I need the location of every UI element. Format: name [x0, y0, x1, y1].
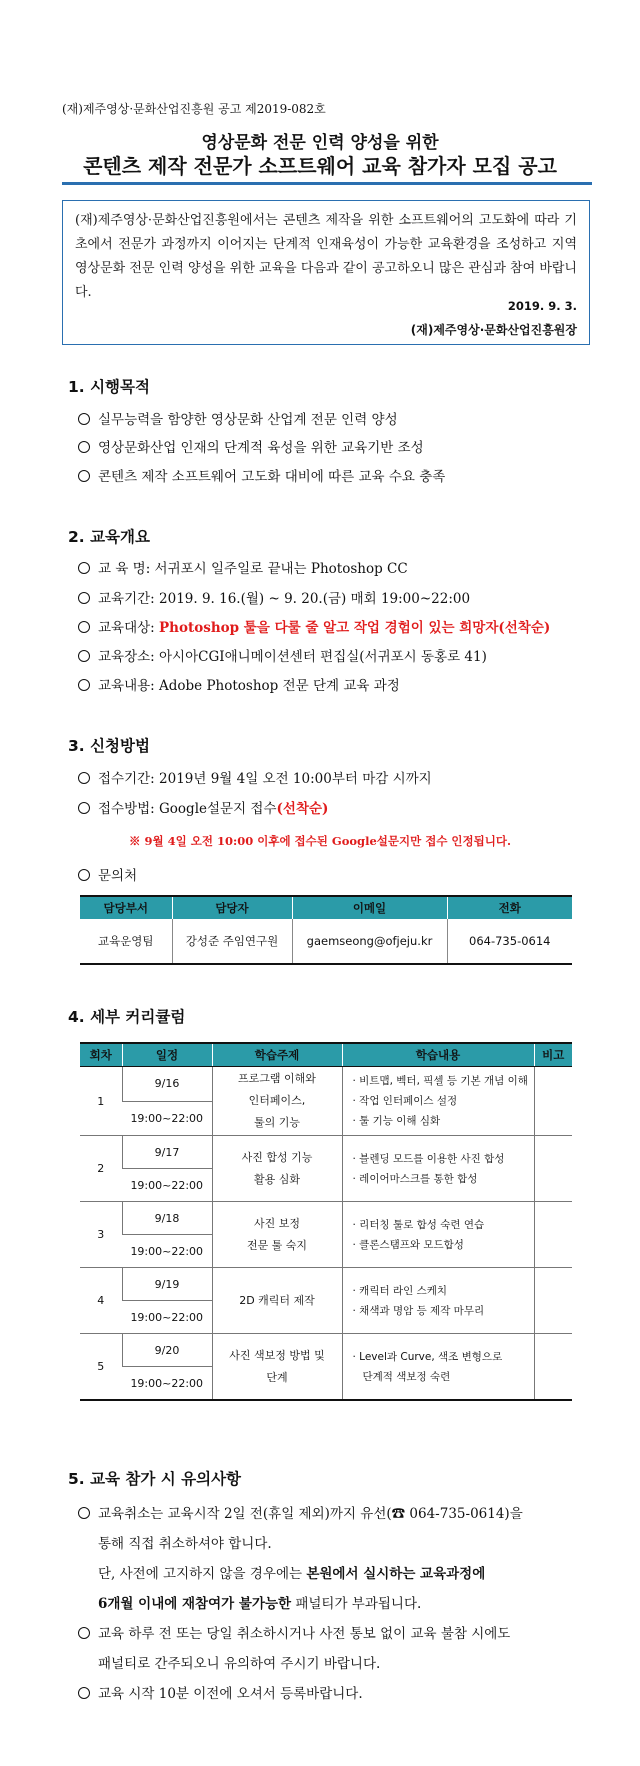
intro-org: (재)제주영상·문화산업진흥원장	[410, 323, 577, 337]
circle-bullet-icon	[78, 441, 90, 453]
circle-bullet-icon	[78, 1627, 90, 1639]
session-time: 19:00~22:00	[130, 1111, 204, 1125]
curriculum-header-content: 학습내용	[342, 1043, 534, 1067]
session-note	[534, 1067, 572, 1136]
circle-bullet-icon	[78, 621, 90, 633]
curriculum-table	[80, 1042, 572, 1401]
notice-item-3: 교육 시작 10분 이전에 오셔서 등록바랍니다.	[78, 1682, 363, 1702]
circle-bullet-icon	[78, 869, 90, 881]
session-content: · 블렌딩 모드를 이용한 사진 합성 · 레이어마스크를 통한 합성	[342, 1136, 534, 1202]
section1-heading: 1. 시행목적	[68, 378, 150, 396]
session-time: 19:00~22:00	[130, 1244, 204, 1258]
session-subject: 사진 합성 기능 활용 심화	[212, 1136, 342, 1202]
circle-bullet-icon	[78, 650, 90, 662]
session-no: 3	[80, 1202, 122, 1268]
contact-email[interactable]: gaemseong@ofjeju.kr	[292, 919, 447, 964]
circle-bullet-icon	[78, 413, 90, 425]
session-note	[534, 1268, 572, 1334]
session-no: 5	[80, 1334, 122, 1401]
edu-period: 교육기간: 2019. 9. 16.(월) ~ 9. 20.(금) 매회 19:00~22:00	[78, 587, 470, 607]
contact-label: 문의처	[78, 864, 137, 884]
session-no: 1	[97, 1094, 105, 1108]
curriculum-header-subject: 학습주제	[212, 1043, 342, 1067]
table-row	[80, 1067, 572, 1102]
contact-header-email: 이메일	[292, 896, 447, 919]
section1-item: 실무능력을 함양한 영상문화 산업계 전문 인력 양성	[78, 408, 398, 428]
session-content: · Level과 Curve, 색조 변형으로 단계적 색보정 숙련	[342, 1334, 534, 1401]
apply-period: 접수기간: 2019년 9월 4일 오전 10:00부터 마감 시까지	[78, 767, 432, 787]
intro-date: 2019. 9. 3.	[507, 299, 577, 313]
section3-heading: 3. 신청방법	[68, 737, 150, 755]
title-line-2: 콘텐츠 제작 전문가 소프트웨어 교육 참가자 모집 공고	[83, 154, 557, 178]
intro-text: (재)제주영상·문화산업진흥원에서는 콘텐츠 제작을 위한 소프트웨어의 고도화에 따라 기초에서 전문가 과정까지 이어지는 단계적 인재육성이 가능한 교육환경을 조성하고 지역 영상문화 전문 인력 양성을 위한 교육을 다음과 같이 공고하오니 많은 관심과 참여 바랍니다.	[75, 213, 577, 300]
notice-item-1-cont: 통해 직접 취소하셔야 합니다.	[98, 1536, 272, 1552]
notice-number: (재)제주영상·문화산업진흥원 공고 제2019-082호	[62, 102, 326, 116]
curriculum-header-note: 비고	[534, 1043, 572, 1067]
session-date: 9/17	[122, 1136, 212, 1169]
section1-item: 영상문화산업 인재의 단계적 육성을 위한 교육기반 조성	[78, 436, 424, 456]
contact-dept: 교육운영팀	[80, 919, 172, 964]
contact-table	[80, 895, 572, 965]
circle-bullet-icon	[78, 802, 90, 814]
contact-header-person: 담당자	[172, 896, 292, 919]
session-subject: 2D 캐릭터 제작	[212, 1268, 342, 1334]
edu-content: 교육내용: Adobe Photoshop 전문 단계 교육 과정	[78, 674, 400, 694]
edu-place: 교육장소: 아시아CGI애니메이션센터 편집실(서귀포시 동홍로 41)	[78, 645, 487, 665]
session-subject: 프로그램 이해와 인터페이스, 툴의 기능	[212, 1067, 342, 1136]
circle-bullet-icon	[78, 1507, 90, 1519]
session-time: 19:00~22:00	[122, 1367, 212, 1401]
circle-bullet-icon	[78, 772, 90, 784]
circle-bullet-icon	[78, 470, 90, 482]
notice-item-1: 교육취소는 교육시작 2일 전(휴일 제외)까지 유선(☎ 064-735-0614)을	[78, 1502, 523, 1522]
notice-item-1-penalty: 단, 사전에 고지하지 않을 경우에는 본원에서 실시하는 교육과정에	[98, 1566, 486, 1582]
table-row	[80, 1202, 572, 1235]
session-no: 4	[80, 1268, 122, 1334]
contact-person: 강성준 주임연구원	[172, 919, 292, 964]
session-date: 9/19	[122, 1268, 212, 1301]
notice-item-2-cont: 패널티로 간주되오니 유의하여 주시기 바랍니다.	[98, 1656, 381, 1672]
session-no: 2	[80, 1136, 122, 1202]
session-date: 9/16	[122, 1067, 212, 1102]
intro-box	[62, 200, 590, 345]
edu-target: 교육대상: Photoshop 툴을 다룰 줄 알고 작업 경험이 있는 희망자(선착순)	[78, 616, 550, 636]
session-content: · 비트맵, 벡터, 픽셀 등 기본 개념 이해 · 작업 인터페이스 설정 · 툴 기능 이해 심화	[342, 1067, 534, 1136]
contact-phone: 064-735-0614	[447, 919, 572, 964]
curriculum-header-date: 일정	[122, 1043, 212, 1067]
notice-item-2: 교육 하루 전 또는 당일 취소하시거나 사전 통보 없이 교육 불참 시에도	[78, 1622, 510, 1642]
circle-bullet-icon	[78, 592, 90, 604]
title-line-1: 영상문화 전문 인력 양성을 위한	[201, 133, 439, 153]
session-subject: 사진 보정 전문 툴 숙지	[212, 1202, 342, 1268]
circle-bullet-icon	[78, 679, 90, 691]
session-content: · 리터칭 툴로 합성 숙련 연습 · 클론스탬프와 모드합성	[342, 1202, 534, 1268]
session-date: 9/20	[122, 1334, 212, 1367]
section2-heading: 2. 교육개요	[68, 528, 150, 546]
curriculum-header-no: 회차	[80, 1043, 122, 1067]
edu-name: 교 육 명: 서귀포시 일주일로 끝내는 Photoshop CC	[78, 557, 408, 577]
table-row	[80, 919, 572, 964]
table-row	[80, 1268, 572, 1301]
notice-item-1-penalty-cont: 6개월 이내에 재참여가 불가능한 패널티가 부과됩니다.	[98, 1596, 422, 1612]
apply-warning: ※ 9월 4일 오전 10:00 이후에 접수된 Google설문지만 접수 인정됩니다.	[129, 834, 511, 848]
session-content: · 캐릭터 라인 스케치 · 채색과 명암 등 제작 마무리	[342, 1268, 534, 1334]
session-note	[534, 1136, 572, 1202]
circle-bullet-icon	[78, 562, 90, 574]
contact-header-dept: 담당부서	[80, 896, 172, 919]
title-underline	[62, 182, 592, 185]
table-row	[80, 1334, 572, 1367]
session-time: 19:00~22:00	[130, 1310, 204, 1324]
session-time: 19:00~22:00	[130, 1178, 204, 1192]
session-date: 9/18	[122, 1202, 212, 1235]
session-subject: 사진 색보정 방법 및 단계	[212, 1334, 342, 1401]
session-note	[534, 1202, 572, 1268]
session-note	[534, 1334, 572, 1401]
circle-bullet-icon	[78, 1687, 90, 1699]
section5-heading: 5. 교육 참가 시 유의사항	[68, 1470, 242, 1488]
apply-method: 접수방법: Google설문지 접수(선착순)	[78, 797, 328, 817]
table-row	[80, 1136, 572, 1169]
section4-heading: 4. 세부 커리큘럼	[68, 1008, 186, 1026]
section1-item: 콘텐츠 제작 소프트웨어 고도화 대비에 따른 교육 수요 충족	[78, 465, 445, 485]
contact-header-phone: 전화	[447, 896, 572, 919]
